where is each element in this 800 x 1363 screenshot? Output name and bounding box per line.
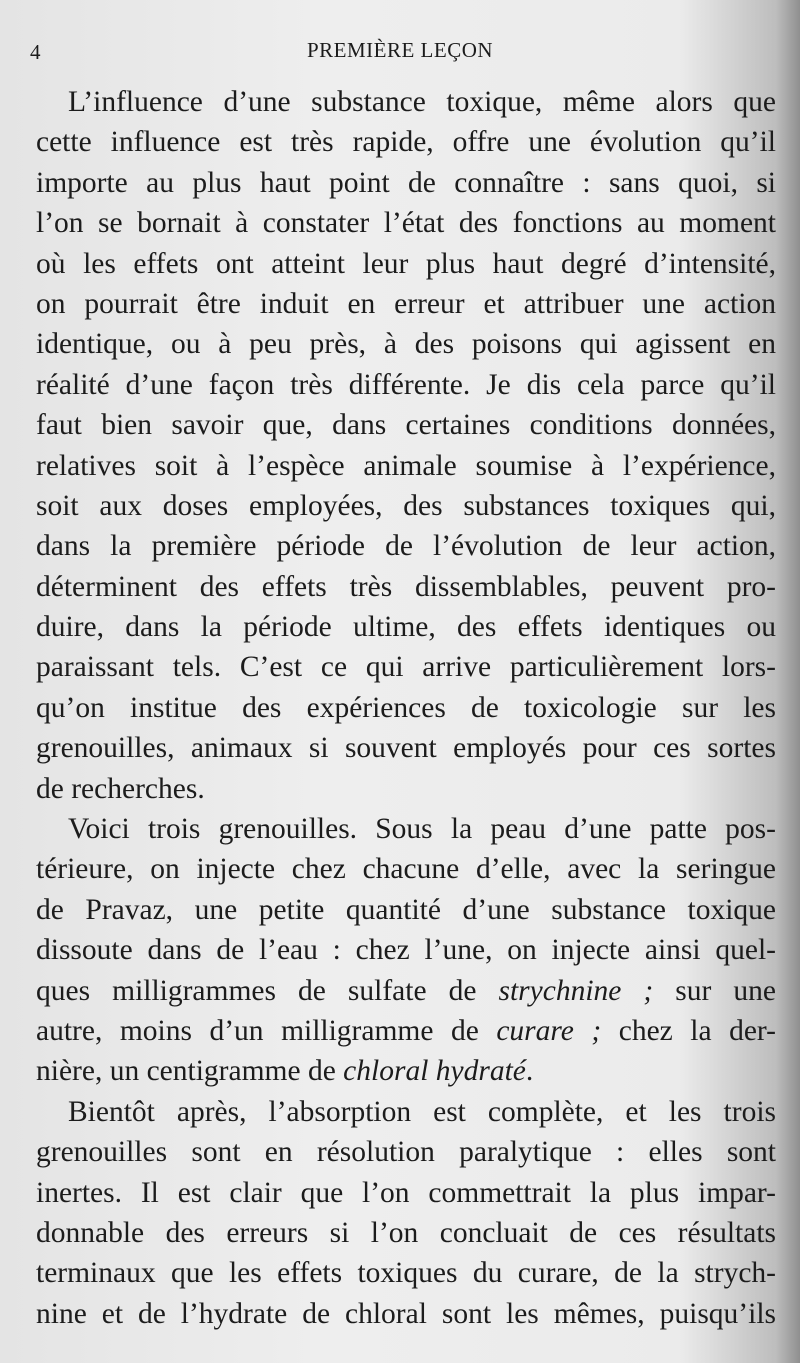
page-number: 4 [30,40,41,64]
text-line: de Pravaz, une petite quantité d’une substance toxique [36,893,776,926]
text-line: identique, ou à peu près, à des poisons qui agissent en [36,328,776,361]
text-line: nine et de l’hydrate de chloral sont les mêmes, puisqu’ils [36,1297,776,1330]
text-line: réalité d’une façon très différente. Je dis cela parce qu’il [36,368,776,401]
text-line: cette influence est très rapide, offre une évolution qu’il [36,126,776,159]
text-fragment: . [525,1055,534,1088]
text-fragment: ques milligrammes de sulfate de [36,974,477,1007]
text-line: Voici trois grenouilles. Sous la peau d’une patte pos- [68,813,776,846]
text-fragment: autre, moins d’un milligramme de [36,1014,479,1047]
text-fragment: sur une [675,974,776,1007]
text-line-with-italic [36,1011,776,1051]
text-line: grenouilles sont en résolution paralytique : elles sont [36,1136,776,1169]
text-line: terminaux que les effets toxiques du curare, de la strych- [36,1257,776,1290]
text-line: donnable des erreurs si l’on concluait de ces résultats [36,1216,776,1249]
text-line: L’influence d’une substance toxique, même alors que [68,86,776,118]
text-line: inertes. Il est clair que l’on commettrait la plus impar- [36,1176,776,1209]
text-line: Bientôt après, l’absorption est complète, et les trois [68,1095,776,1128]
italic-term-curare: curare ; [496,1014,602,1047]
text-line: de recherches. [36,772,205,805]
text-line: relatives soit à l’espèce animale soumise à l’expérience, [36,449,776,482]
text-line: importe au plus haut point de connaître : sans quoi, si [36,166,776,199]
text-line: déterminent des effets très dissemblables, peuvent pro- [36,570,776,603]
text-line: grenouilles, animaux si souvent employés pour ces sortes [36,732,776,765]
chapter-title: PREMIÈRE LEÇON [306,38,494,62]
text-line: duire, dans la période ultime, des effets identiques ou [36,611,776,644]
text-line: qu’on institue des expériences de toxicologie sur les [36,691,776,724]
italic-term-strychnine: strychnine ; [498,974,654,1007]
text-line: dissoute dans de l’eau : chez l’une, on injecte ainsi quel- [36,934,776,967]
body-text [36,82,776,1334]
text-fragment: nière, un centigramme de [36,1055,336,1088]
text-line: paraissant tels. C’est ce qui arrive particulièrement lors- [36,651,776,684]
text-line: l’on se bornait à constater l’état des fonctions au moment [36,207,776,240]
text-line-with-italic [36,1051,776,1091]
text-line: térieure, on injecte chez chacune d’elle, avec la seringue [36,853,776,886]
text-line-with-italic [36,971,776,1011]
text-line: on pourrait être induit en erreur et attribuer une action [36,287,776,320]
text-line: soit aux doses employées, des substances toxiques qui, [36,489,776,522]
italic-term-chloral: chloral hydraté [343,1055,526,1088]
text-line: faut bien savoir que, dans certaines conditions données, [36,409,776,442]
text-line: où les effets ont atteint leur plus haut degré d’intensité, [36,247,776,280]
text-line: dans la première période de l’évolution de leur action, [36,530,776,563]
running-head [30,38,770,70]
text-fragment: chez la der- [618,1014,776,1047]
